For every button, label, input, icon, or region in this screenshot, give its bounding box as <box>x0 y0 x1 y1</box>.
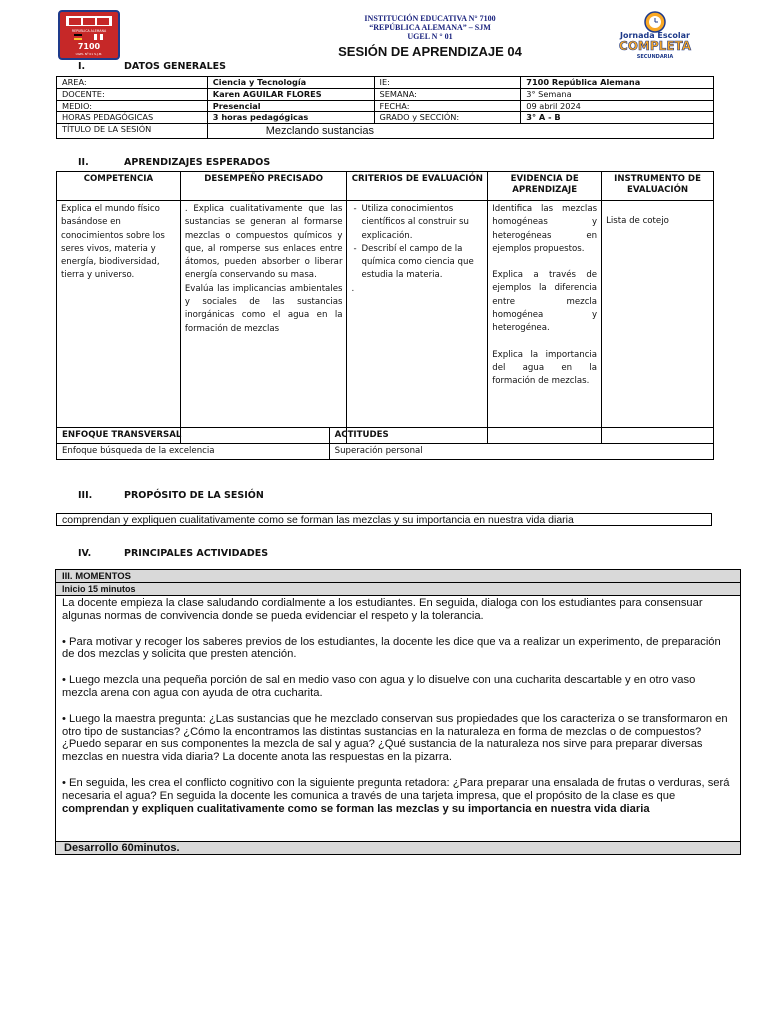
table-header-row: ENFOQUE TRANSVERSAL ACTITUDES <box>57 428 714 444</box>
section-heading-3: III. PROPÓSITO DE LA SESIÓN <box>78 490 264 501</box>
col-header: CRITERIOS DE EVALUACIÓN <box>347 172 488 201</box>
logo-bottom-text: UGEL Nº 01 S.J.M. <box>75 52 103 56</box>
institution-line-3: UGEL N ° 01 <box>407 32 453 41</box>
activities-box <box>55 569 741 855</box>
session-title-value: Mezclando sustancias <box>207 124 713 139</box>
session-title: SESIÓN DE APRENDIZAJE 04 <box>338 44 522 59</box>
momentos-heading: III. MOMENTOS <box>56 570 740 583</box>
inicio-heading: Inicio 15 minutos <box>56 583 740 596</box>
table-row: TÍTULO DE LA SESIÓN Mezclando sustancias <box>57 124 714 139</box>
col-header: DESEMPEÑO PRECISADO <box>180 172 347 201</box>
learning-table <box>56 171 714 444</box>
paragraph: • Para motivar y recoger los saberes previos de los estudiantes, la docente les dice que va a realizar un experimento, de preparación de dos mezclas y solicita que presten atención. <box>62 635 721 661</box>
inicio-content <box>62 597 732 828</box>
competencia-cell: Explica el mundo físico basándose en conocimientos sobre los seres vivos, materia y energía, biodiversidad, tierra y universo. <box>57 201 181 444</box>
col-header: EVIDENCIA DE APRENDIZAJE <box>488 172 602 201</box>
paragraph: • Luego la maestra pregunta: ¿Las sustancias que he mezclado conservan sus propiedades que los caracteriza o se transformaron en otro tipo de sustancias? ¿Cómo la encontramos las distintas sustancias en la naturaleza en forma de mezclas o de compuestos? ¿Puedo separar en sus componentes la mezcla de sal y agua? ¿Qué sustancia de la naturaleza nos sirve para preparar diversas mezclas en nuestra vida diaria? La docente anota las respuestas en la pizarra. <box>62 712 728 764</box>
col-header: INSTRUMENTO DE EVALUACIÓN <box>602 172 714 201</box>
section-heading-1: I. DATOS GENERALES <box>78 61 226 72</box>
logo-line3: SECUNDARIA <box>636 54 674 60</box>
table-row: HORAS PEDAGÓGICAS 3 horas pedagógicas GRADO y SECCIÓN: 3° A - B <box>57 112 714 124</box>
table-row <box>57 201 714 444</box>
purpose-box: comprendan y expliquen cualitativamente como se forman las mezclas y su importancia en nuestra vida diaria <box>56 513 712 526</box>
paragraph: • Luego mezcla una pequeña porción de sal en medio vaso con agua y lo disuelve con una cucharita descartable y en otro vaso mezcla arena con agua con ayuda de otra cucharita. <box>62 674 696 699</box>
enfoque-table <box>56 427 714 460</box>
table-row: MEDIO: Presencial FECHA: 09 abril 2024 <box>57 100 714 112</box>
list-item: - Utiliza conocimientos científicos al construir su explicación. <box>361 203 483 243</box>
paragraph: La docente empieza la clase saludando cordialmente a los estudiantes. En seguida, dialoga con los estudiantes para consensuar algunas normas de convivencia donde se pueda evidenciar el respeto y la tolerancia. <box>62 597 703 622</box>
evidencia-cell: Identifica las mezclas homogéneas y heterogéneas en ejemplos propuestos. Explica a través de ejemplos la diferencia entre mezcla homogénea y heterogénea. Explica la importancia del agua en la formación de mezclas. <box>488 201 602 444</box>
instrumento-cell: Lista de cotejo <box>602 201 714 444</box>
institution-line-2: “REPÚBLICA ALEMANA” – SJM <box>369 23 491 32</box>
criterios-cell: - Utiliza conocimientos científicos al construir su explicación. - Describí el campo de la química como ciencia que estudia la materia. . <box>347 201 488 444</box>
school-logo <box>58 10 120 60</box>
table-row: AREA: Ciencia y Tecnología IE: 7100 República Alemana <box>57 77 714 89</box>
logo-top-text: REPUBLICA ALEMANA <box>71 29 107 33</box>
table-row: Enfoque búsqueda de la excelencia Superación personal <box>57 444 714 460</box>
list-item: - Describí el campo de la química como ciencia que estudia la materia. <box>361 243 483 283</box>
col-header: COMPETENCIA <box>57 172 181 201</box>
paragraph: • En seguida, les crea el conflicto cognitivo con la siguiente pregunta retadora: ¿Para preparar una ensalada de frutas o verduras, será necesaria el agua? En seguida la docente les comunica a través de una tarjeta impresa, que el propósito de la clase es que comprendan y expliquen cualitativamente como se forman las mezclas y su importancia en nuestra vida diaria <box>62 776 730 815</box>
desarrollo-heading: Desarrollo 60minutos. <box>56 841 740 854</box>
table-header-row <box>57 172 714 201</box>
section-heading-4: IV. PRINCIPALES ACTIVIDADES <box>78 548 269 559</box>
desempeno-cell: . Explica cualitativamente que las sustancias se generan al formarse mezclas o compuestos químicos y que, al romperse sus enlaces entre átomos, pueden absorber o liberar energía conservando su masa. Evalúa las implicancias ambientales y sociales de las sustancias inorgánicas como el agua en la formación de mezclas <box>180 201 347 444</box>
logo-line2: COMPLETA <box>618 39 692 53</box>
section-heading-2: II. APRENDIZAJES ESPERADOS <box>78 157 271 168</box>
general-data-table <box>56 76 714 139</box>
logo-number: 7100 <box>77 42 101 51</box>
table-row: DOCENTE: Karen AGUILAR FLORES SEMANA: 3° Semana <box>57 88 714 100</box>
logo-line1: Jornada Escolar <box>620 31 690 40</box>
institution-line-1: INSTITUCIÓN EDUCATIVA N° 7100 <box>364 14 496 23</box>
